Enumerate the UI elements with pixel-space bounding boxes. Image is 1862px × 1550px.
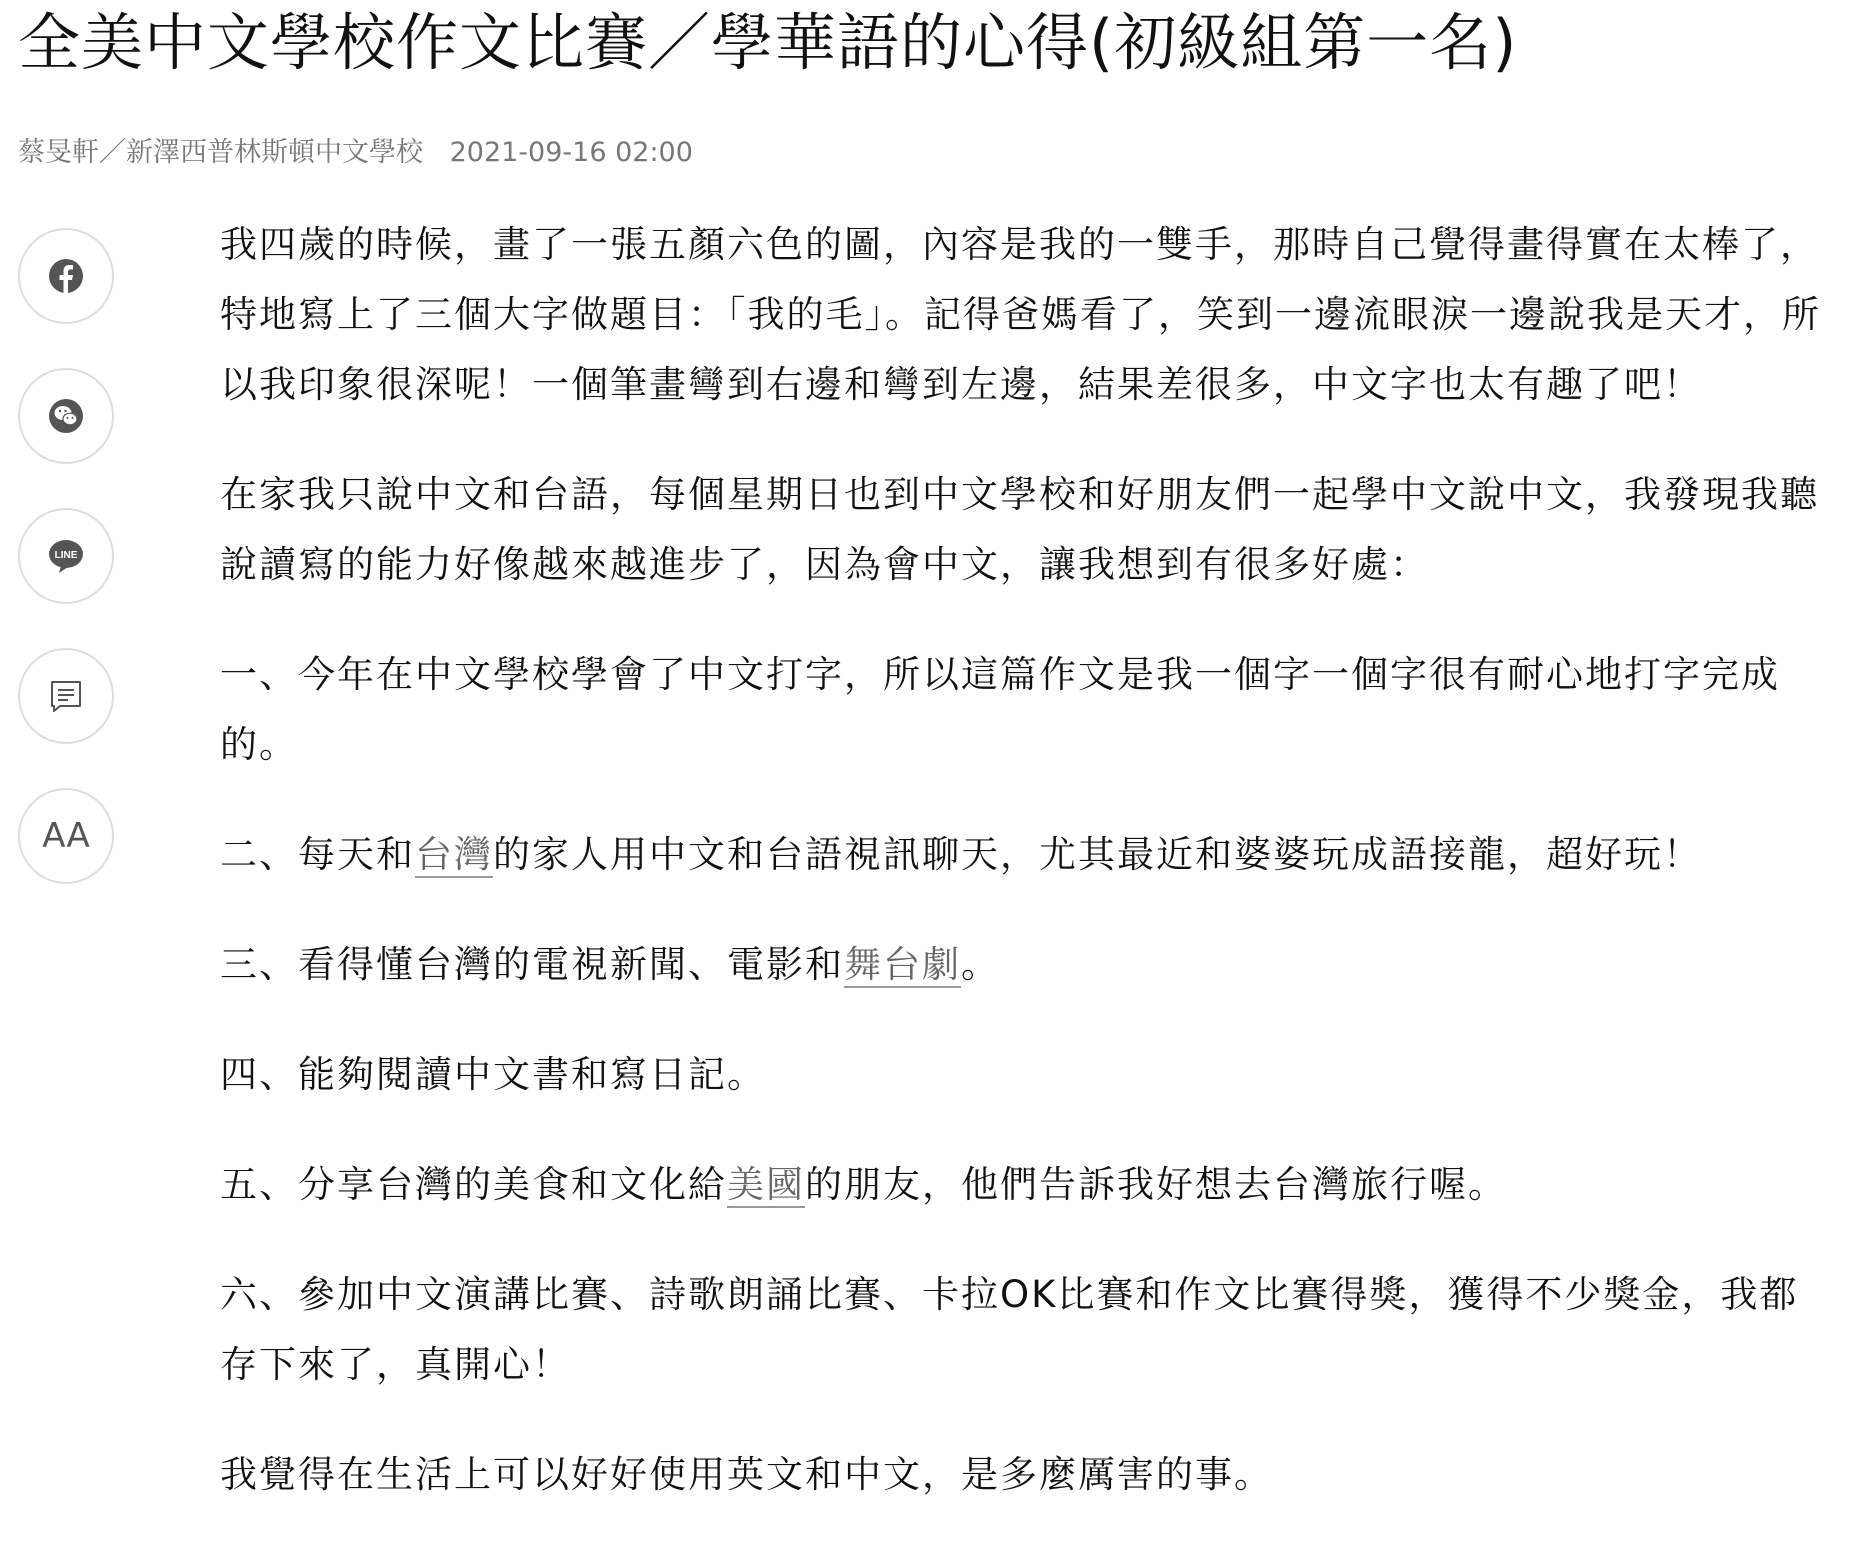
- paragraph: 五、分享台灣的美食和文化給美國的朋友，他們告訴我好想去台灣旅行喔。: [220, 1163, 1507, 1206]
- byline: 蔡旻軒／新澤西普林斯頓中文學校: [18, 137, 423, 168]
- paragraph: 我四歲的時候，畫了一張五顏六色的圖，內容是我的一雙手，那時自己覺得畫得實在太棒了，特地寫上了三個大字做題目：「我的毛」。記得爸媽看了，笑到一邊流眼淚一邊說我是天才，所以我印象很深呢！一個筆畫彎到右邊和彎到左邊，結果差很多，中文字也太有趣了吧！: [220, 223, 1821, 406]
- line-share-button[interactable]: [18, 508, 114, 604]
- line-label: LINE: [54, 550, 78, 561]
- tag-link-taiwan[interactable]: 台灣: [415, 833, 493, 876]
- share-bar: [18, 228, 118, 928]
- wechat-share-button[interactable]: [18, 368, 114, 464]
- paragraph: 六、參加中文演講比賽、詩歌朗誦比賽、卡拉OK比賽和作文比賽得獎，獲得不少獎金，我都存下來了，真開心！: [220, 1273, 1799, 1386]
- font-size-icon: AA: [42, 816, 90, 856]
- paragraph: 在家我只說中文和台語，每個星期日也到中文學校和好朋友們一起學中文說中文，我發現我聽說讀寫的能力好像越來越進步了，因為會中文，讓我想到有很多好處：: [220, 473, 1819, 586]
- publish-date: 2021-09-16 02:00: [449, 137, 693, 168]
- paragraph: 二、每天和台灣的家人用中文和台語視訊聊天，尤其最近和婆婆玩成語接龍，超好玩！: [220, 833, 1702, 876]
- line-icon: [47, 537, 85, 575]
- comment-button[interactable]: [18, 648, 114, 744]
- font-size-button[interactable]: [18, 788, 114, 884]
- article-body: [220, 210, 1825, 1550]
- article-title: 全美中文學校作文比賽／學華語的心得(初級組第一名): [18, 6, 1518, 79]
- facebook-icon: [48, 258, 84, 294]
- paragraph: 三、看得懂台灣的電視新聞、電影和舞台劇。: [220, 943, 1000, 986]
- tag-link-stage-play[interactable]: 舞台劇: [844, 943, 961, 986]
- article-meta: [18, 130, 693, 169]
- paragraph: 我覺得在生活上可以好好使用英文和中文，是多麼厲害的事。: [220, 1453, 1273, 1496]
- wechat-icon: [48, 398, 84, 434]
- paragraph: 一、今年在中文學校學會了中文打字，所以這篇作文是我一個字一個字很有耐心地打字完成的。: [220, 653, 1780, 766]
- tag-link-usa[interactable]: 美國: [727, 1163, 805, 1206]
- facebook-share-button[interactable]: [18, 228, 114, 324]
- paragraph: 四、能夠閱讀中文書和寫日記。: [220, 1053, 766, 1096]
- comment-icon: [48, 678, 84, 714]
